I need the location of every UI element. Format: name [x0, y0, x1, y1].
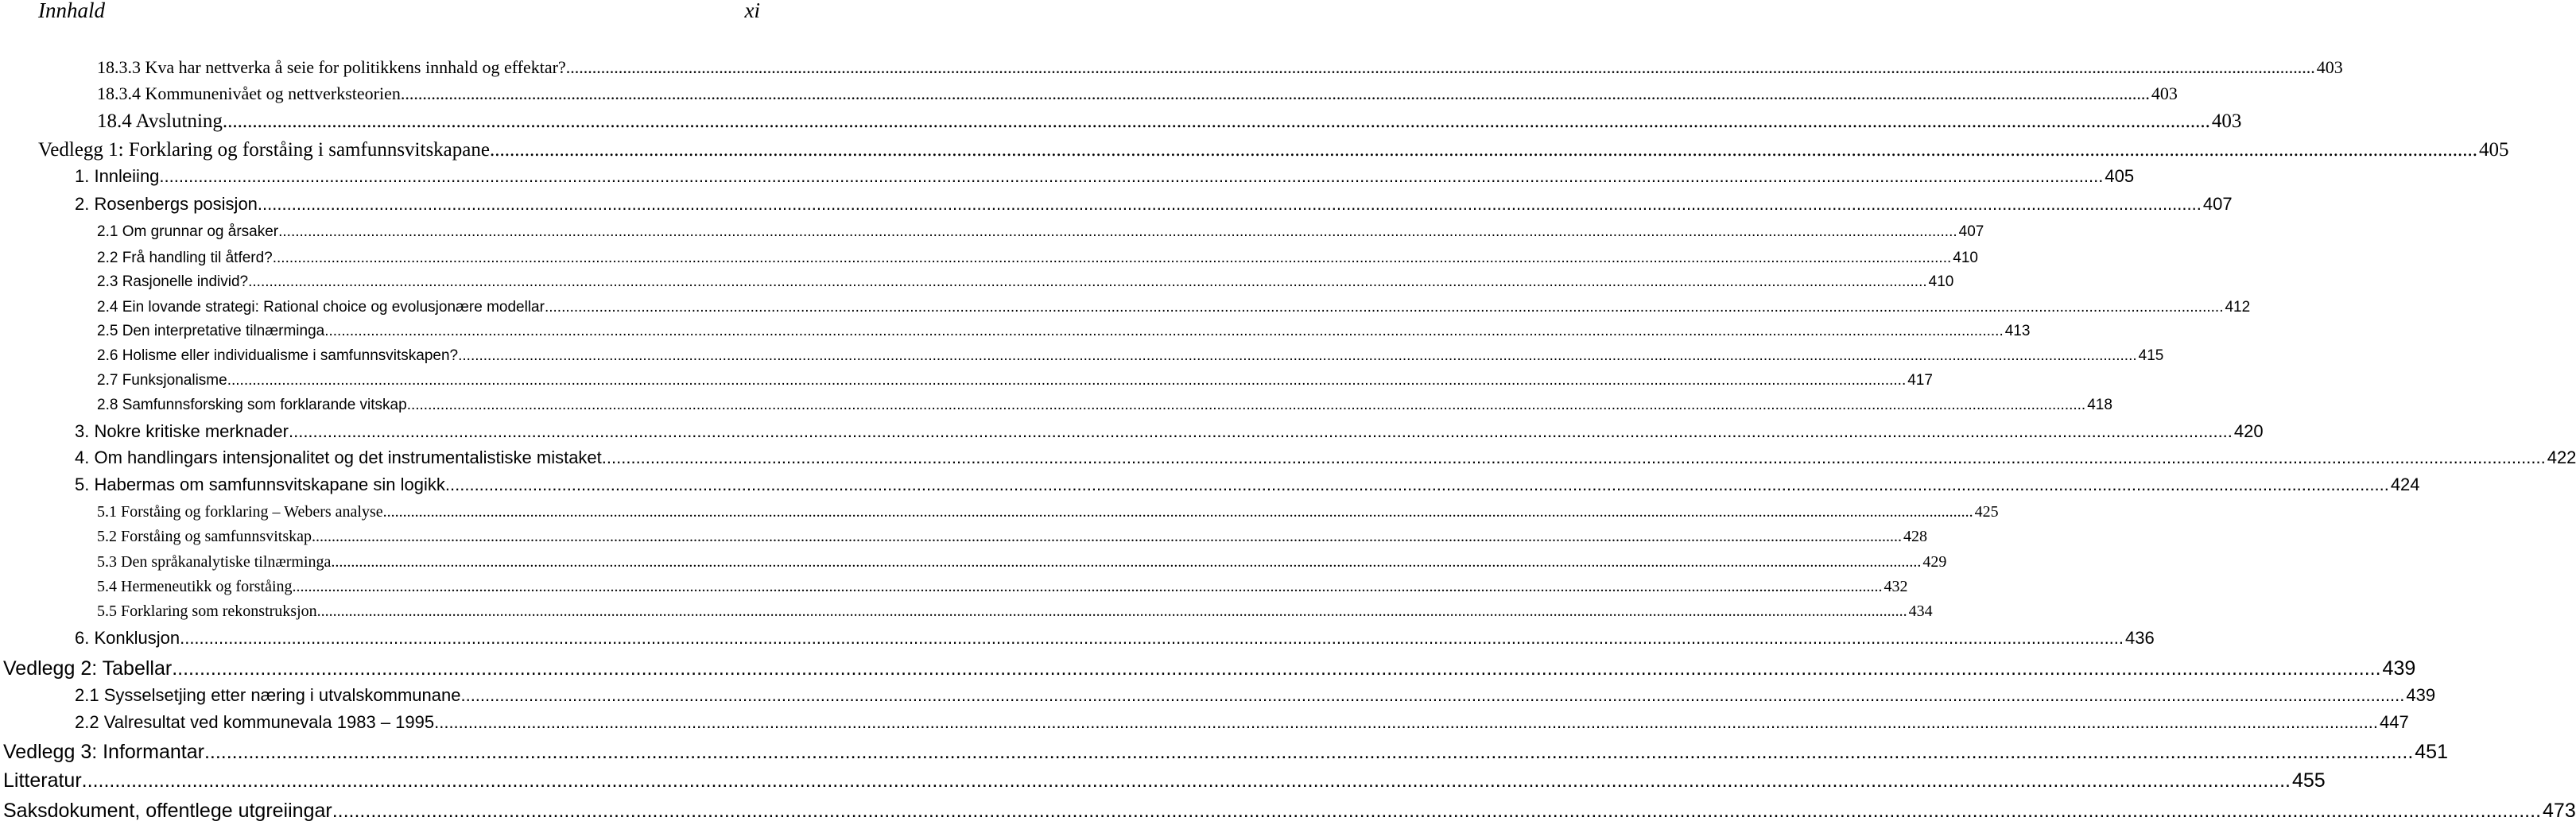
toc-entry-page: 447: [2380, 712, 2409, 732]
toc-entry-page: 451: [2415, 741, 2448, 763]
toc-entry[interactable]: [38, 138, 2509, 162]
dot-leader: ................................................................................................................................................................................................................................................................................................................................................................................................................: [180, 628, 2124, 648]
toc-entry-title: 2. Rosenbergs posisjon: [75, 194, 258, 214]
toc-entry-page: 439: [2382, 657, 2416, 680]
toc-entry-title: Vedlegg 2: Tabellar: [3, 657, 173, 680]
toc-entry-title: 2.7 Funksjonalisme: [97, 372, 227, 389]
toc-entry-title: 2.5 Den interpretative tilnærminga: [97, 323, 325, 339]
toc-entry[interactable]: [97, 273, 1954, 291]
dot-leader: ................................................................................................................................................................................................................................................................................................................................................................................................................: [172, 657, 2381, 680]
toc-entry-title: 2.6 Holisme eller individualisme i samfunnsvitskapen?: [97, 347, 459, 364]
toc-entry-title: 1. Innleiing: [75, 166, 160, 186]
toc-entry[interactable]: [97, 298, 2251, 316]
toc-entry-title: 18.3.4 Kommunenivået og nettverksteorien: [97, 83, 401, 103]
toc-entry[interactable]: [97, 396, 2112, 414]
toc-entry-title: 5.3 Den språkanalytiske tilnærminga: [97, 553, 332, 571]
toc-entry-title: 2.3 Rasjonelle individ?: [97, 273, 249, 290]
dot-leader: ................................................................................................................................................................................................................................................................................................................................................................................................................: [406, 397, 2086, 413]
toc-entry[interactable]: [97, 552, 1947, 571]
toc-entry[interactable]: [75, 475, 2420, 495]
dot-leader: ................................................................................................................................................................................................................................................................................................................................................................................................................: [434, 712, 2379, 732]
toc-entry-title: 2.4 Ein lovande strategi: Rational choice og evolusjonære modellar: [97, 299, 545, 316]
toc-entry-page: 413: [2004, 323, 2031, 339]
toc-entry-page: 407: [2202, 194, 2233, 214]
dot-leader: ................................................................................................................................................................................................................................................................................................................................................................................................................: [222, 110, 2210, 132]
toc-entry[interactable]: [75, 685, 2436, 706]
toc-entry-page: 405: [2478, 139, 2509, 161]
toc-entry-title: 5.2 Forståing og samfunnsvitskap: [97, 528, 312, 545]
toc-entry-title: 6. Konklusjon: [75, 628, 180, 648]
toc-entry[interactable]: [97, 249, 1978, 267]
toc-entry[interactable]: [75, 166, 2135, 187]
toc-entry[interactable]: [97, 347, 2164, 365]
toc-entry[interactable]: [75, 712, 2409, 733]
toc-entry-page: 418: [2087, 397, 2112, 413]
toc-entry[interactable]: [3, 740, 2448, 764]
toc-entry-page: 439: [2406, 685, 2436, 705]
dot-leader: ................................................................................................................................................................................................................................................................................................................................................................................................................: [248, 273, 1927, 290]
toc-entry[interactable]: [3, 657, 2416, 680]
toc-entry-page: 429: [1922, 553, 1947, 571]
toc-entry[interactable]: [97, 502, 1999, 521]
toc-entry-page: 436: [2125, 628, 2155, 648]
toc-entry-page: 410: [1953, 250, 1978, 266]
toc-entry-page: 422: [2547, 447, 2576, 467]
toc-entry[interactable]: [97, 83, 2178, 104]
dot-leader: ................................................................................................................................................................................................................................................................................................................................................................................................................: [544, 299, 2224, 316]
toc-entry-page: 417: [1907, 372, 1933, 389]
toc-entry-title: 18.4 Avslutning: [97, 110, 223, 132]
toc-entry[interactable]: [97, 371, 1933, 389]
dot-leader: ................................................................................................................................................................................................................................................................................................................................................................................................................: [332, 800, 2542, 822]
toc-entry[interactable]: [75, 628, 2155, 649]
toc-entry-page: 403: [2151, 83, 2178, 103]
toc-entry-page: 424: [2390, 475, 2420, 494]
toc-entry-title: 4. Om handlingars intensjonalitet og det instrumentalistiske mistaket: [75, 447, 602, 467]
dot-leader: ................................................................................................................................................................................................................................................................................................................................................................................................................: [159, 166, 2104, 186]
dot-leader: ................................................................................................................................................................................................................................................................................................................................................................................................................: [204, 741, 2414, 763]
dot-leader: ................................................................................................................................................................................................................................................................................................................................................................................................................: [489, 139, 2477, 161]
toc-entry-page: 428: [1903, 528, 1927, 545]
dot-leader: ................................................................................................................................................................................................................................................................................................................................................................................................................: [331, 553, 1922, 571]
toc-entry[interactable]: [97, 223, 1984, 241]
dot-leader: ................................................................................................................................................................................................................................................................................................................................................................................................................: [278, 223, 1957, 240]
running-header-title: Innhald: [38, 0, 105, 22]
toc-entry[interactable]: [97, 110, 2242, 134]
toc-entry-title: 2.2 Valresultat ved kommunevala 1983 – 1995: [75, 712, 435, 732]
toc-entry-title: 2.2 Frå handling til åtferd?: [97, 250, 273, 266]
toc-entry-title: 5.4 Hermeneutikk og forståing: [97, 578, 293, 595]
toc-entry[interactable]: [75, 447, 2576, 468]
toc-entry-page: 410: [1928, 273, 1954, 290]
dot-leader: ................................................................................................................................................................................................................................................................................................................................................................................................................: [81, 769, 2291, 792]
toc-entry[interactable]: [97, 577, 1908, 596]
toc-entry[interactable]: [75, 421, 2264, 442]
toc-entry-title: 5.1 Forståing og forklaring – Webers analyse: [97, 503, 383, 521]
toc-entry-title: 2.1 Om grunnar og årsaker: [97, 223, 279, 240]
dot-leader: ................................................................................................................................................................................................................................................................................................................................................................................................................: [601, 447, 2546, 467]
dot-leader: ................................................................................................................................................................................................................................................................................................................................................................................................................: [288, 421, 2233, 441]
page-numeral: xi: [744, 0, 760, 22]
toc-entry-page: 403: [2316, 57, 2343, 77]
dot-leader: ................................................................................................................................................................................................................................................................................................................................................................................................................: [324, 323, 2004, 339]
toc-entry-title: 2.8 Samfunnsforsking som forklarande vitskap: [97, 397, 407, 413]
toc-entry[interactable]: [97, 322, 2031, 340]
toc-entry-page: 403: [2211, 110, 2242, 132]
toc-entry[interactable]: [3, 769, 2326, 792]
dot-leader: ................................................................................................................................................................................................................................................................................................................................................................................................................: [292, 578, 1883, 595]
toc-entry[interactable]: [97, 57, 2343, 78]
dot-leader: ................................................................................................................................................................................................................................................................................................................................................................................................................: [458, 347, 2137, 364]
toc-entry-page: 420: [2233, 421, 2264, 441]
toc-entry-title: Saksdokument, offentlege utgreiingar: [3, 800, 332, 822]
dot-leader: ................................................................................................................................................................................................................................................................................................................................................................................................................: [444, 475, 2389, 494]
dot-leader: ................................................................................................................................................................................................................................................................................................................................................................................................................: [227, 372, 1907, 389]
toc-entry-page: 473: [2543, 800, 2576, 822]
dot-leader: ................................................................................................................................................................................................................................................................................................................................................................................................................: [565, 57, 2315, 77]
toc-entry-page: 412: [2225, 299, 2251, 316]
toc-entry[interactable]: [3, 799, 2576, 823]
toc-entry[interactable]: [75, 194, 2233, 215]
toc-entry-title: 3. Nokre kritiske merknader: [75, 421, 289, 441]
toc-entry-title: Vedlegg 3: Informantar: [3, 741, 204, 763]
toc-entry[interactable]: [97, 602, 1933, 621]
toc-entry-title: 18.3.3 Kva har nettverka å seie for politikkens innhald og effektar?: [97, 57, 566, 77]
toc-entry[interactable]: [97, 527, 1927, 546]
dot-leader: ................................................................................................................................................................................................................................................................................................................................................................................................................: [316, 602, 1907, 620]
toc-entry-title: 5. Habermas om samfunnsvitskapane sin logikk: [75, 475, 445, 494]
toc-entry-page: 405: [2105, 166, 2135, 186]
toc-entry-page: 432: [1884, 578, 1908, 595]
toc-entry-title: 5.5 Forklaring som rekonstruksjon: [97, 602, 317, 620]
dot-leader: ................................................................................................................................................................................................................................................................................................................................................................................................................: [257, 194, 2202, 214]
dot-leader: ................................................................................................................................................................................................................................................................................................................................................................................................................: [400, 83, 2150, 103]
toc-entry-title: 2.1 Sysselsetjing etter næring i utvalskommunane: [75, 685, 461, 705]
dot-leader: ................................................................................................................................................................................................................................................................................................................................................................................................................: [312, 528, 1902, 545]
toc-entry-page: 434: [1908, 602, 1933, 620]
toc-entry-title: Vedlegg 1: Forklaring og forståing i samfunnsvitskapane: [38, 139, 490, 161]
toc-entry-page: 425: [1974, 503, 1999, 521]
dot-leader: ................................................................................................................................................................................................................................................................................................................................................................................................................: [382, 503, 1973, 521]
toc-entry-page: 455: [2292, 769, 2326, 792]
toc-entry-title: Litteratur: [3, 769, 82, 792]
dot-leader: ................................................................................................................................................................................................................................................................................................................................................................................................................: [460, 685, 2405, 705]
toc-entry-page: 415: [2138, 347, 2164, 364]
toc-entry-page: 407: [1958, 223, 1984, 240]
dot-leader: ................................................................................................................................................................................................................................................................................................................................................................................................................: [272, 250, 1952, 266]
